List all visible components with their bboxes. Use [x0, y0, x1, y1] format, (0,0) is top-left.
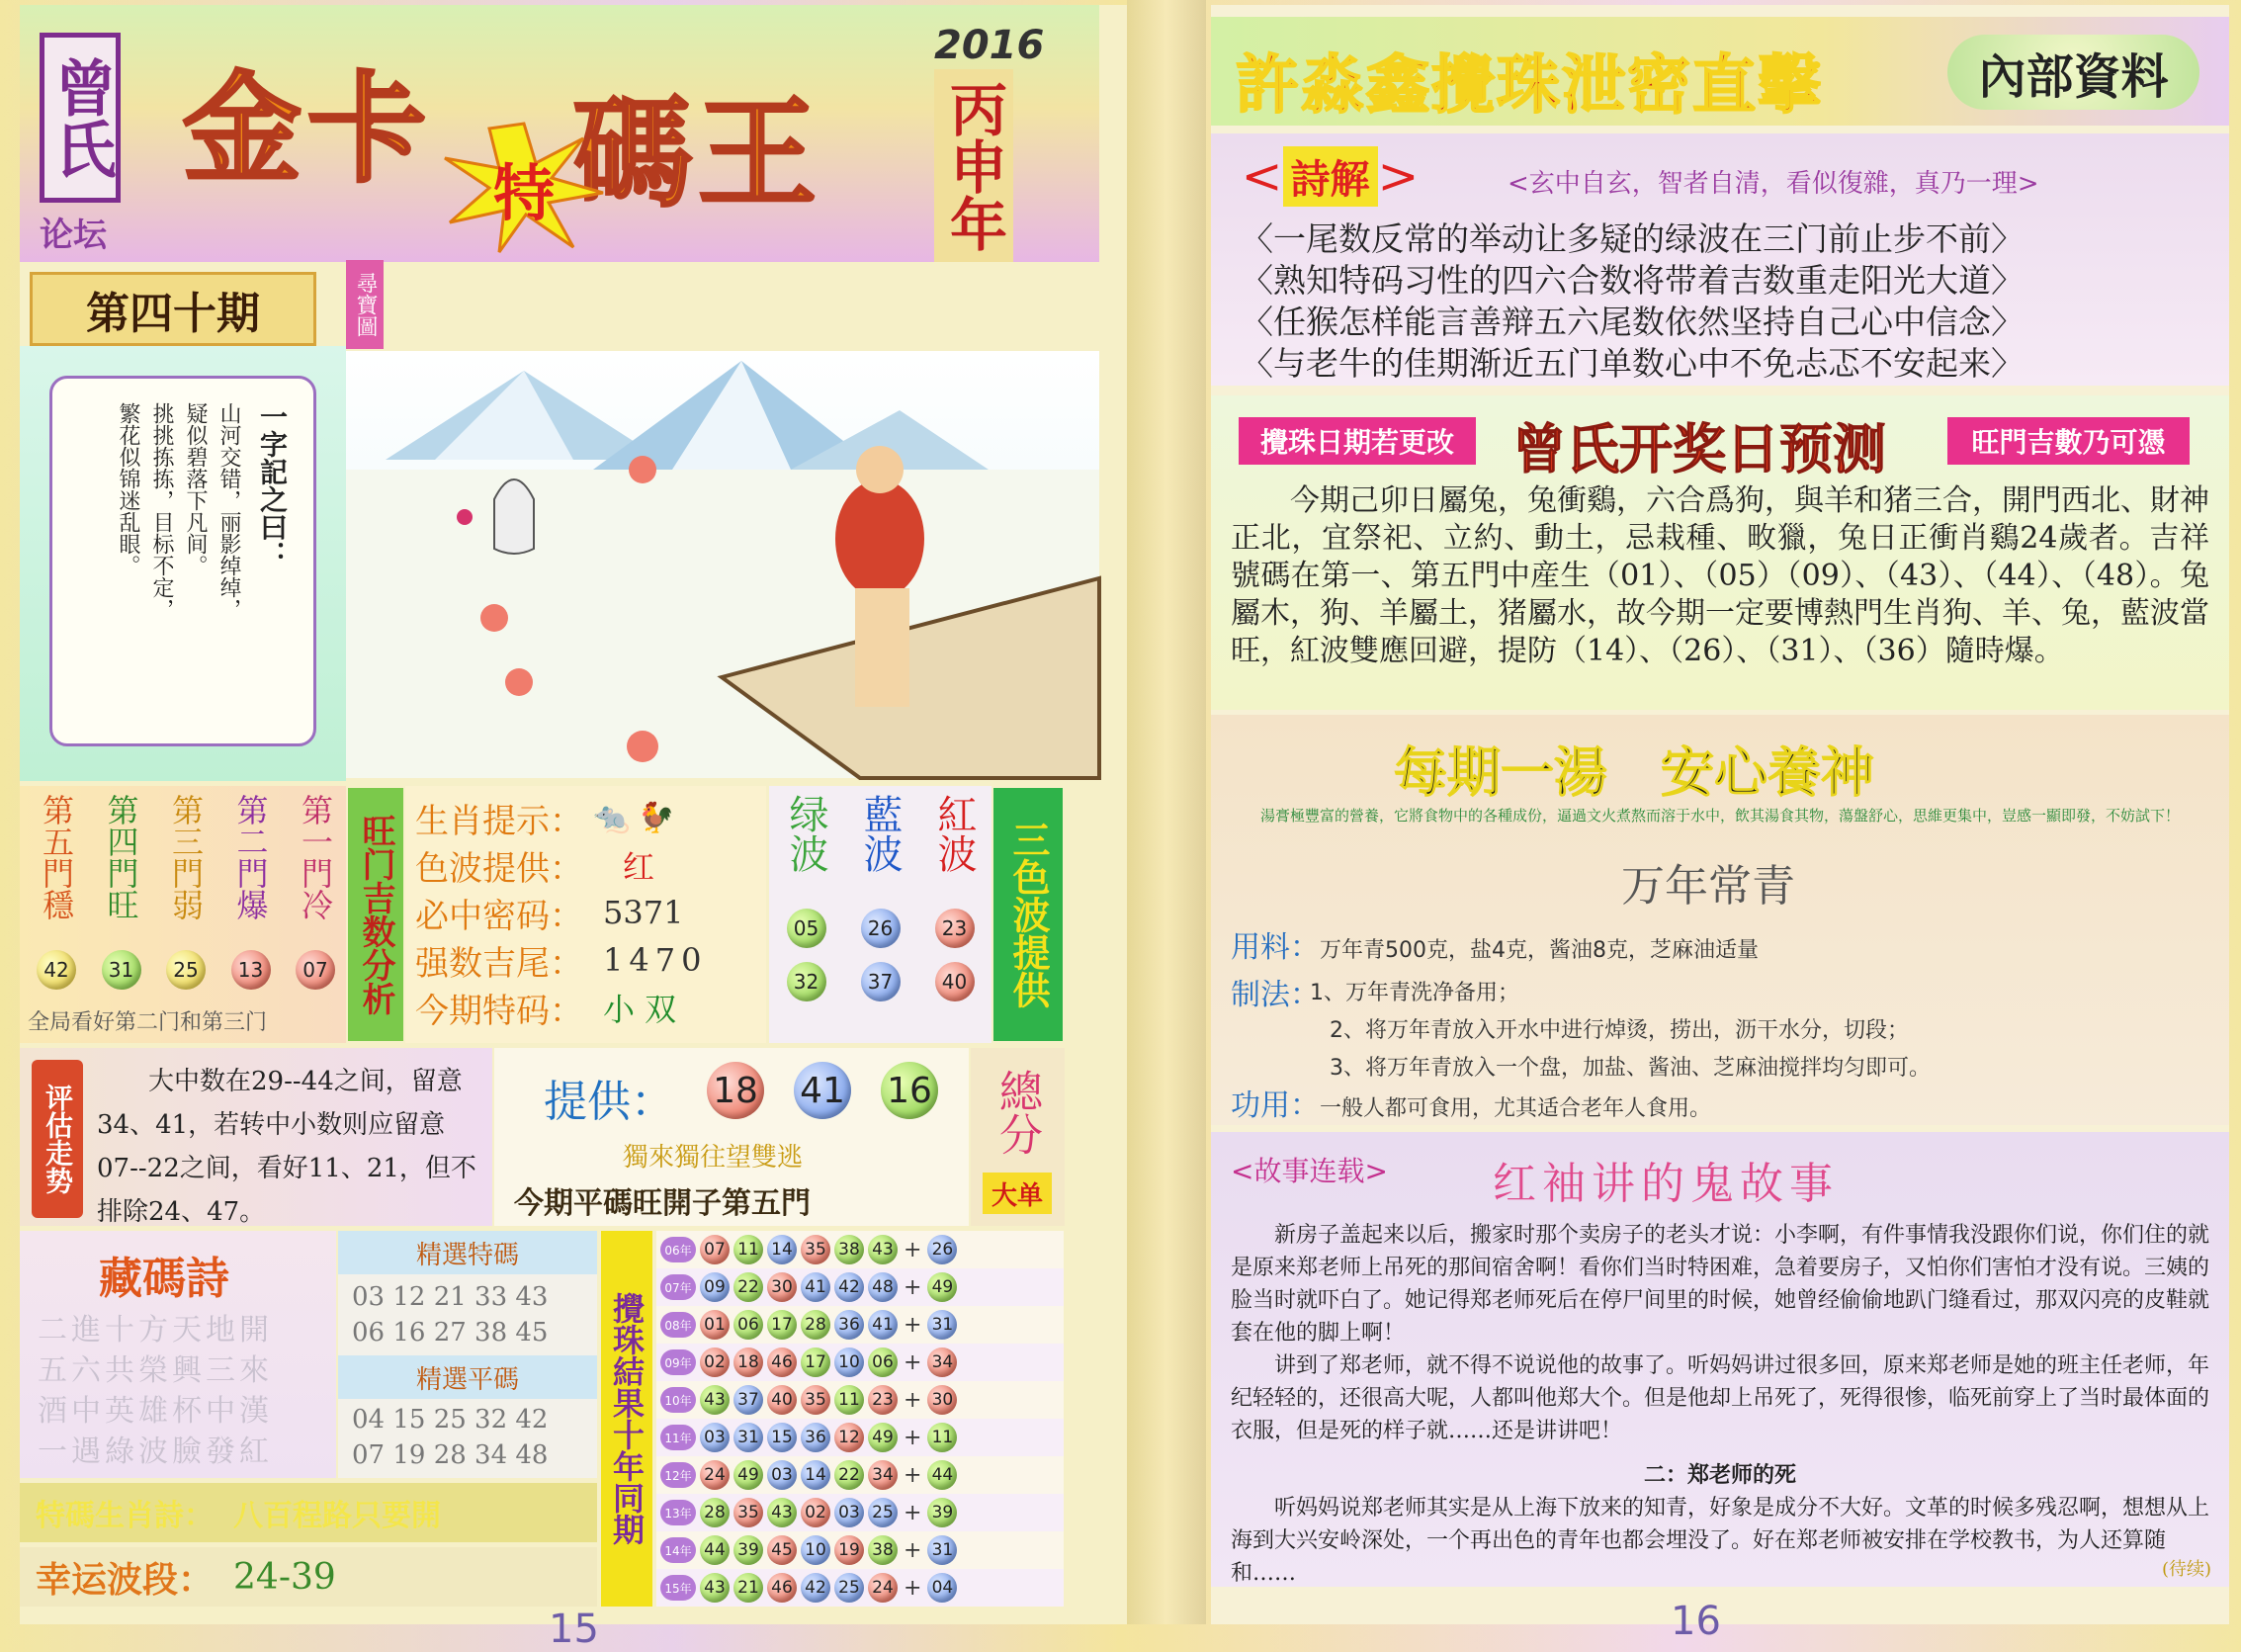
pred-title: 曾氏开奖日预测 [1512, 418, 1886, 480]
result-year: 09年 [660, 1349, 696, 1375]
plus-sign: + [904, 1312, 922, 1338]
gate-col [222, 794, 280, 1011]
header-badge: 內部資料 [1947, 35, 2199, 110]
result-row [656, 1569, 1064, 1607]
gate-col [28, 794, 85, 1011]
soup-title: 每期一湯 安心養神 [1394, 741, 1874, 804]
method-step: 3、将万年青放入一个盘，加盐、酱油、芝麻油搅拌均匀即可。 [1330, 1056, 1931, 1081]
zodiac-text: 八百程路只要開 [233, 1499, 441, 1533]
left-header [20, 5, 1099, 262]
poem-line: 〈一尾数反常的举动让多疑的绿波在三门前止步不前〉 [1241, 219, 2024, 258]
results-table [656, 1231, 1064, 1607]
gate-col [157, 794, 215, 1011]
sel-normal-title: 精選平碼 [338, 1355, 597, 1399]
gate-name: 第五門穩 [38, 794, 75, 920]
result-special-ball: 49 [927, 1272, 957, 1302]
hint-label: 必中密码： [415, 896, 583, 936]
plus-sign: + [904, 1349, 922, 1375]
wave-side-label: 三色波提供 [993, 788, 1063, 1041]
special-burst [445, 124, 603, 252]
provide-panel [494, 1048, 969, 1226]
plus-sign: + [904, 1500, 922, 1525]
illustration [346, 351, 1099, 778]
riddle-line-1: 山河交错，丽影绰绰， [216, 402, 241, 620]
wave-ball: 37 [861, 962, 901, 1001]
result-year: 14年 [660, 1537, 696, 1563]
gate-ball: 07 [296, 950, 335, 990]
result-ball: 11 [834, 1385, 864, 1415]
result-row [656, 1306, 1064, 1344]
result-ball: 31 [733, 1423, 763, 1452]
provide-ball: 18 [707, 1062, 764, 1119]
cang-line: 二進十方天地開 [38, 1313, 273, 1348]
title-mawang: 碼王 [573, 86, 822, 223]
wave-header-green: 绿波 [783, 794, 828, 873]
result-ball: 34 [868, 1460, 898, 1490]
result-special-ball: 11 [927, 1423, 957, 1452]
hint-label: 今期特码： [415, 991, 583, 1031]
sel-special-title: 精選特碼 [338, 1231, 597, 1274]
result-ball: 14 [801, 1460, 830, 1490]
eval-label: 评估走势 [32, 1060, 83, 1218]
result-ball: 37 [733, 1385, 763, 1415]
result-ball: 24 [700, 1460, 730, 1490]
result-ball: 43 [700, 1385, 730, 1415]
result-ball: 44 [700, 1535, 730, 1565]
hint-value: 5371 [603, 894, 684, 931]
spread-gutter [1127, 0, 1206, 1624]
result-ball: 06 [733, 1310, 763, 1340]
result-ball: 28 [801, 1310, 830, 1340]
effect-label: 功用： [1231, 1088, 1320, 1123]
header-title: 許淼鑫攪珠泄密直擊 [1236, 49, 1823, 123]
result-year: 10年 [660, 1387, 696, 1413]
soup-intro: 湯膏極豐富的營養，它將食物中的各種成份，逼過文火煮熬而溶于水中，飲其湯食其物，蕩盤舒心，思維更集中，豈感一顯即發，不妨試下！ [1260, 807, 2181, 825]
sel-special-line: 06 16 27 38 45 [352, 1318, 549, 1348]
result-ball: 06 [868, 1348, 898, 1377]
result-special-ball: 34 [927, 1348, 957, 1377]
wave-header-blue: 藍波 [857, 794, 903, 873]
gate-ball: 25 [166, 950, 206, 990]
right-page-number: 16 [1671, 1599, 1721, 1644]
result-row [656, 1344, 1064, 1381]
right-page [1211, 5, 2229, 1644]
sel-normal-line: 07 19 28 34 48 [352, 1440, 549, 1470]
method-label: 制法： [1231, 978, 1320, 1012]
plus-sign: + [904, 1537, 922, 1563]
result-ball: 35 [801, 1235, 830, 1264]
result-ball: 25 [868, 1498, 898, 1527]
gate-ball: 13 [231, 950, 271, 990]
result-ball: 01 [700, 1310, 730, 1340]
pred-right: 旺門吉數乃可憑 [1947, 417, 2190, 465]
result-row [656, 1381, 1064, 1419]
result-row [656, 1419, 1064, 1456]
result-ball: 40 [767, 1385, 797, 1415]
result-ball: 23 [868, 1385, 898, 1415]
result-special-ball: 31 [927, 1310, 957, 1340]
right-header [1211, 17, 2229, 126]
result-special-ball: 39 [927, 1498, 957, 1527]
title-special-char: 特 [492, 156, 555, 229]
result-ball: 28 [700, 1498, 730, 1527]
eval-text: 大中数在29--44之间，留意34、41，若转中小数则应留意07--22之间，看好11、21，但不排除24、47。 [97, 1067, 476, 1227]
story-paragraph: 新房子盖起来以后，搬家时那个卖房子的老头才说：小李啊，有件事情我没跟你们说，你们住的就是原来郑老师上吊死的那间宿舍啊！看你们当时特困难，急着要房子，又怕你们害怕才没有说。三姨的脸当时就吓白了。她记得郑老师死后在停尸间里的时候，她曾经偷偷地趴门缝看过，那双闪亮的皮鞋就套在他的脚上啊！ [1231, 1223, 2210, 1346]
poem-tag-text: 詩解 [1283, 146, 1378, 207]
result-ball: 38 [868, 1535, 898, 1565]
result-ball: 24 [868, 1573, 898, 1603]
result-ball: 14 [767, 1235, 797, 1264]
mountains-figure-image [346, 351, 1099, 778]
ingredients-text: 万年青500克，盐4克，酱油8克，芝麻油适量 [1320, 938, 1759, 963]
pred-text: 今期己卯日屬兔，兔衝鷄，六合爲狗，與羊和猪三合，開門西北、財神正北，宜祭祀、立約、動土，忌栽種、畋獵，兔日正衝肖鷄24歲者。吉祥號碼在第一、第五門中産生（01）、（05）（09）、（43）、（44）、（48）。兔屬木，狗、羊屬土，猪屬水，故今期一定要博熱門生肖狗、羊、兔，藍波當旺，紅波雙應回避，提防（14）、（26）、（31）、（36）隨時爆。 [1231, 483, 2209, 668]
result-row [656, 1231, 1064, 1268]
provide-label: 提供： [544, 1077, 674, 1127]
wave-headers [769, 786, 991, 893]
effect-text: 一般人都可食用，尤其适合老年人食用。 [1320, 1096, 1712, 1121]
method-list [1310, 975, 1931, 1087]
left-page [20, 5, 1127, 1652]
soup-name: 万年常青 [1621, 861, 1795, 912]
issue-label: 第四十期 [30, 272, 316, 346]
cang-title: 藏碼詩 [99, 1254, 229, 1304]
gates-side-label: 旺门吉数分析 [348, 788, 403, 1041]
result-ball: 48 [868, 1272, 898, 1302]
effect-row [1231, 1081, 1711, 1124]
lucky-label: 幸运波段： [36, 1559, 215, 1601]
gate-name: 第四門旺 [102, 794, 140, 920]
riddle-line-3: 挑挑拣拣，目标不定， [149, 402, 174, 620]
result-ball: 17 [801, 1348, 830, 1377]
hint-label: 强数吉尾： [415, 943, 583, 984]
eval-panel [20, 1048, 492, 1226]
year-name: 丙申年 [934, 69, 1013, 262]
wave-header-red: 紅波 [931, 794, 977, 873]
poem-tag-right-bracket: > [1377, 147, 1420, 205]
riddle-line-0: 一字記之曰： [256, 402, 289, 568]
result-year: 11年 [660, 1425, 696, 1450]
result-ball: 36 [801, 1423, 830, 1452]
result-row [656, 1456, 1064, 1494]
selection-panel [338, 1231, 597, 1478]
treasure-tag: 尋寶圖 [346, 260, 384, 349]
plus-sign: + [904, 1387, 922, 1413]
result-ball: 07 [700, 1235, 730, 1264]
gates-panel [20, 786, 346, 1043]
riddle-line-4: 繁花似锦迷乱眼。 [116, 402, 140, 576]
hint-row [415, 936, 756, 984]
result-ball: 03 [700, 1423, 730, 1452]
story-body [1231, 1219, 2209, 1590]
hint-label: 色波提供： [415, 848, 583, 889]
plus-sign: + [904, 1575, 922, 1601]
poem-tag [1239, 145, 1422, 207]
riddle-line-2: 疑似碧落下凡间。 [183, 402, 208, 576]
hint-row [415, 794, 756, 841]
hints-panel [405, 786, 766, 1043]
cang-panel [20, 1231, 336, 1478]
hint-row [415, 841, 756, 889]
result-ball: 22 [834, 1460, 864, 1490]
poem-sub: <玄中自玄，智者自清，看似復雜，真乃一理> [1508, 169, 2039, 199]
zodiac-panel [20, 1483, 597, 1542]
cang-line: 酒中英雄杯中漢 [38, 1394, 273, 1429]
result-ball: 39 [733, 1535, 763, 1565]
poem-line: 〈与老牛的佳期渐近五门单数心中不免忐忑不安起来〉 [1241, 344, 2024, 383]
result-ball: 30 [767, 1272, 797, 1302]
total-label: 總分 [991, 1069, 1042, 1156]
result-ball: 42 [801, 1573, 830, 1603]
result-ball: 35 [733, 1498, 763, 1527]
result-special-ball: 44 [927, 1460, 957, 1490]
result-row [656, 1494, 1064, 1531]
year-label: 2016 [934, 23, 1045, 68]
result-year: 07年 [660, 1274, 696, 1300]
result-ball: 49 [733, 1460, 763, 1490]
sel-normal-line: 04 15 25 32 42 [352, 1405, 549, 1435]
result-year: 15年 [660, 1575, 696, 1601]
plus-sign: + [904, 1462, 922, 1488]
gate-ball: 31 [102, 950, 141, 990]
method-step: 1、万年青洗净备用； [1310, 981, 1519, 1005]
result-ball: 09 [700, 1272, 730, 1302]
result-ball: 42 [834, 1272, 864, 1302]
riddle-panel [20, 346, 346, 781]
result-ball: 49 [868, 1423, 898, 1452]
poem-lines [1241, 218, 2024, 385]
result-ball: 19 [834, 1535, 864, 1565]
total-panel [971, 1048, 1065, 1226]
soup-panel [1211, 715, 2229, 1125]
result-special-ball: 04 [927, 1573, 957, 1603]
result-ball: 10 [834, 1348, 864, 1377]
story-title: 红袖讲的鬼故事 [1493, 1159, 1839, 1209]
result-ball: 15 [767, 1423, 797, 1452]
gates-row [28, 794, 344, 1011]
hint-value: 1470 [603, 941, 708, 979]
result-ball: 02 [700, 1348, 730, 1377]
result-ball: 25 [834, 1573, 864, 1603]
result-ball: 03 [834, 1498, 864, 1527]
provide-ball: 41 [794, 1062, 851, 1119]
method-step: 2、将万年青放入开水中进行焯烫，捞出，沥干水分，切段； [1330, 1018, 1909, 1043]
story-continue: (待续) [2161, 1559, 2211, 1580]
brand-sub: 论坛 [40, 216, 107, 255]
wave-ball: 23 [935, 909, 975, 948]
plus-sign: + [904, 1237, 922, 1262]
poem-tag-left-bracket: < [1241, 147, 1283, 205]
wave-ball: 32 [787, 962, 826, 1001]
gate-col [287, 794, 344, 1011]
result-ball: 03 [767, 1460, 797, 1490]
wave-ball: 05 [787, 909, 826, 948]
hint-label: 生肖提示： [415, 801, 583, 841]
plus-sign: + [904, 1425, 922, 1450]
hint-value: 红 [623, 848, 655, 886]
zodiac-label: 特碼生肖詩： [36, 1499, 214, 1533]
provide-line1: 獨來獨往望雙逃 [623, 1143, 804, 1173]
result-ball: 46 [767, 1573, 797, 1603]
gate-name: 第二門爆 [231, 794, 270, 920]
gate-ball: 42 [37, 950, 76, 990]
result-ball: 43 [767, 1498, 797, 1527]
story-panel [1211, 1132, 2229, 1587]
cang-line: 一遇綠波臉發紅 [38, 1435, 273, 1469]
result-ball: 43 [868, 1235, 898, 1264]
result-row [656, 1268, 1064, 1306]
result-year: 06年 [660, 1237, 696, 1262]
result-ball: 41 [868, 1310, 898, 1340]
plus-sign: + [904, 1274, 922, 1300]
wave-ball: 26 [861, 909, 901, 948]
hint-value: 小 双 [603, 991, 677, 1028]
left-page-number: 15 [549, 1607, 599, 1652]
result-ball: 21 [733, 1573, 763, 1603]
result-row [656, 1531, 1064, 1569]
provide-line2: 今期平碼旺開子第五門 [514, 1186, 811, 1221]
rooster-icon: 🐓 [638, 800, 675, 835]
poem-panel [1211, 133, 2229, 386]
scroll [49, 376, 316, 746]
result-year: 13年 [660, 1500, 696, 1525]
result-ball: 43 [700, 1573, 730, 1603]
gate-col [93, 794, 150, 1011]
lucky-value: 24-39 [233, 1556, 336, 1598]
cang-line: 五六共榮興三來 [38, 1353, 273, 1388]
prediction-panel [1211, 395, 2229, 710]
result-special-ball: 26 [927, 1235, 957, 1264]
result-ball: 11 [733, 1235, 763, 1264]
result-ball: 46 [767, 1348, 797, 1377]
story-tag: <故事连载> [1231, 1155, 1388, 1187]
poem-line: 〈任猴怎样能言善辩五六尾数依然坚持自己心中信念〉 [1241, 303, 2024, 341]
result-ball: 12 [834, 1423, 864, 1452]
result-ball: 22 [733, 1272, 763, 1302]
gate-name: 第三門弱 [167, 794, 205, 920]
provide-ball: 16 [881, 1062, 938, 1119]
lucky-panel [20, 1547, 597, 1607]
sel-special-line: 03 12 21 33 43 [352, 1282, 549, 1312]
result-special-ball: 31 [927, 1535, 957, 1565]
provide-balls [707, 1062, 938, 1119]
result-year: 12年 [660, 1462, 696, 1488]
cang-poem [38, 1310, 273, 1472]
result-ball: 35 [801, 1385, 830, 1415]
ingredients-label: 用料： [1231, 930, 1320, 965]
wave-ball: 40 [935, 962, 975, 1001]
pred-left: 攪珠日期若更改 [1239, 417, 1476, 465]
story-subtitle: 二：郑老师的死 [1643, 1462, 1796, 1488]
gate-name: 第一門冷 [297, 794, 334, 920]
waves-panel [769, 786, 991, 1043]
result-ball: 45 [767, 1535, 797, 1565]
results-side-label: 攪珠結果十年同期 [601, 1231, 652, 1607]
result-ball: 36 [834, 1310, 864, 1340]
hint-row [415, 984, 756, 1031]
wave-balls [769, 909, 991, 1001]
ingredients-row [1231, 922, 1759, 966]
result-special-ball: 30 [927, 1385, 957, 1415]
result-ball: 18 [733, 1348, 763, 1377]
gates-note: 全局看好第二门和第三门 [28, 1010, 268, 1035]
poem-line: 〈熟知特码习性的四六合数将带着吉数重走阳光大道〉 [1241, 261, 2024, 300]
hint-row [415, 889, 756, 936]
brand-vertical: 曾氏 [40, 33, 121, 203]
result-ball: 10 [801, 1535, 830, 1565]
story-paragraph: 讲到了郑老师，就不得不说说他的故事了。听妈妈讲过很多回，原来郑老师是她的班主任老师，年纪轻轻的，还很高大呢，人都叫他郑大个。但是他却上吊死了，死得很惨，临死前穿上了当时最体面的衣服，但是死的样子就……还是讲讲吧！ [1231, 1353, 2210, 1443]
result-year: 08年 [660, 1312, 696, 1338]
title-jinka: 金卡 [183, 61, 432, 199]
result-ball: 41 [801, 1272, 830, 1302]
total-value: 大单 [983, 1173, 1052, 1214]
rat-icon: 🐀 [593, 800, 631, 835]
result-ball: 02 [801, 1498, 830, 1527]
result-ball: 17 [767, 1310, 797, 1340]
story-paragraph: 听妈妈说郑老师其实是从上海下放来的知青，好象是成分不大好。文革的时候多残忍啊，想想从上海到大兴安岭深处，一个再出色的青年也都会埋没了。好在郑老师被安排在学校教书，为人还算随和…… [1231, 1496, 2210, 1586]
result-ball: 38 [834, 1235, 864, 1264]
